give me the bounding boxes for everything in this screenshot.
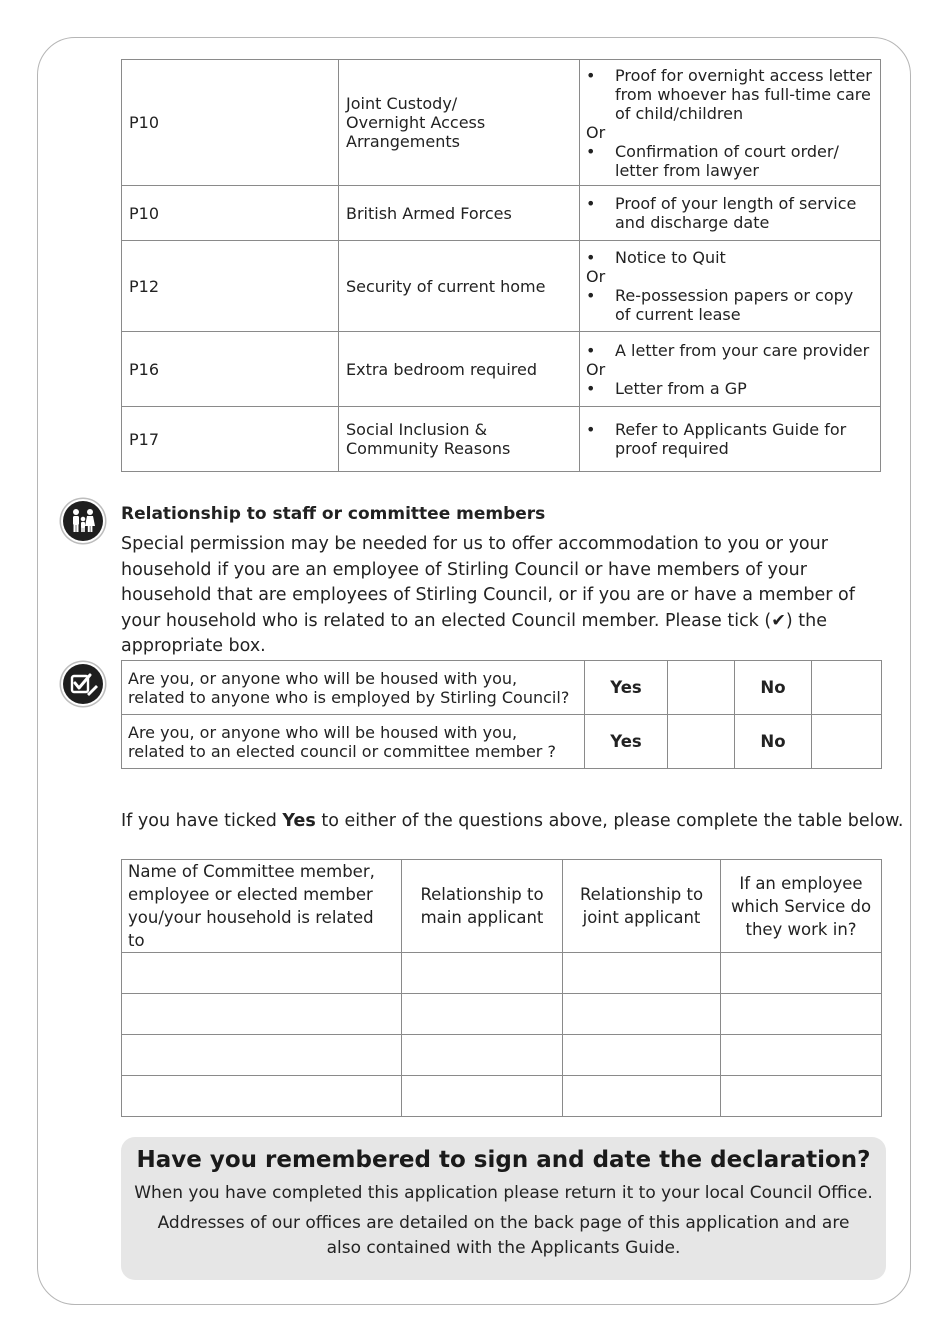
joint-relationship-field[interactable] — [563, 994, 721, 1035]
table-row — [122, 953, 882, 994]
priority-reason: Social Inclusion & Community Reasons — [339, 407, 580, 472]
table-row — [122, 1035, 882, 1076]
question-text: Are you, or anyone who will be housed with you, related to an elected council or committee member ? — [122, 715, 585, 769]
yes-label: Yes — [585, 661, 668, 715]
proof-item: Proof of your length of service and discharge date — [615, 194, 857, 232]
proof-item: Refer to Applicants Guide for proof required — [615, 420, 847, 458]
declaration-reminder — [121, 1137, 886, 1280]
joint-relationship-field[interactable] — [563, 1076, 721, 1117]
joint-relationship-field[interactable] — [563, 953, 721, 994]
table-row — [122, 1076, 882, 1117]
table-row — [122, 332, 881, 407]
yes-checkbox[interactable] — [668, 715, 735, 769]
priority-code: P17 — [122, 407, 339, 472]
priority-code: P12 — [122, 241, 339, 332]
yes-label: Yes — [585, 715, 668, 769]
priority-reason: Security of current home — [339, 241, 580, 332]
list-item: • Re-possession papers or copy of current lease — [586, 286, 872, 324]
if-yes-instruction — [121, 811, 903, 831]
list-item: • Letter from a GP — [586, 378, 747, 398]
no-label: No — [735, 715, 812, 769]
family-icon — [63, 501, 103, 541]
table-row — [122, 241, 881, 332]
main-relationship-field[interactable] — [402, 994, 563, 1035]
table-row — [122, 715, 882, 769]
no-checkbox[interactable] — [812, 661, 882, 715]
service-field[interactable] — [721, 953, 882, 994]
yes-checkbox[interactable] — [668, 661, 735, 715]
list-item: • Proof for overnight access letter from whoever has full-time care of child/children — [586, 65, 872, 123]
reminder-line-1: When you have completed this application please return it to your local Council Office. — [134, 1183, 873, 1203]
name-field[interactable] — [122, 1035, 402, 1076]
priority-code: P16 — [122, 332, 339, 407]
related-members-table — [121, 859, 882, 1117]
column-header-main-applicant: Relationship to main applicant — [402, 860, 563, 953]
column-header-service: If an employee which Service do they work in? — [721, 860, 882, 953]
instruction-emphasis: Yes — [282, 811, 316, 831]
priority-code: P10 — [122, 186, 339, 241]
proof-item: Proof for overnight access letter from whoever has full-time care of child/children — [615, 65, 872, 123]
proof-required — [580, 407, 881, 472]
proof-item: Letter from a GP — [615, 378, 747, 398]
reminder-title: Have you remembered to sign and date the declaration? — [136, 1147, 871, 1173]
relationship-description: Special permission may be needed for us to offer accommodation to you or your household if you are an employee of Stirling Council or have members of your household that are employees of Stirling Council, or if you are or have a member of your household who is related to an elected Council member. Please tick (✔) the appropriate box. — [121, 534, 855, 656]
main-relationship-field[interactable] — [402, 1035, 563, 1076]
table-row — [122, 60, 881, 186]
proof-item: Re-possession papers or copy of current lease — [615, 286, 854, 324]
table-row — [122, 407, 881, 472]
table-row — [122, 661, 882, 715]
main-relationship-field[interactable] — [402, 1076, 563, 1117]
checkbox-tick-icon — [63, 664, 103, 704]
instruction-text: If you have ticked — [121, 811, 283, 831]
or-separator: Or — [586, 359, 606, 379]
table-row — [122, 186, 881, 241]
name-field[interactable] — [122, 953, 402, 994]
proof-required — [580, 186, 881, 241]
instruction-text: to either of the questions above, please complete the table below. — [315, 811, 904, 831]
service-field[interactable] — [721, 994, 882, 1035]
reminder-line-2: Addresses of our offices are detailed on the back page of this application and are also contained with the Applicants Guide. — [157, 1213, 850, 1258]
priority-reason: British Armed Forces — [339, 186, 580, 241]
proof-item: Confirmation of court order/ letter from lawyer — [615, 141, 839, 180]
list-item: • Notice to Quit — [586, 248, 726, 267]
evidence-table — [121, 59, 881, 472]
proof-required — [580, 241, 881, 332]
joint-relationship-field[interactable] — [563, 1035, 721, 1076]
name-field[interactable] — [122, 994, 402, 1035]
proof-item: A letter from your care provider — [615, 340, 870, 360]
service-field[interactable] — [721, 1035, 882, 1076]
relationship-heading: Relationship to staff or committee members — [121, 504, 546, 524]
column-header-joint-applicant: Relationship to joint applicant — [563, 860, 721, 953]
service-field[interactable] — [721, 1076, 882, 1117]
proof-required — [580, 332, 881, 407]
list-item: • A letter from your care provider — [586, 340, 870, 360]
main-relationship-field[interactable] — [402, 953, 563, 994]
table-header-row — [122, 860, 882, 953]
name-field[interactable] — [122, 1076, 402, 1117]
no-checkbox[interactable] — [812, 715, 882, 769]
list-item: • Proof of your length of service and discharge date — [586, 194, 872, 232]
priority-reason: Joint Custody/ Overnight Access Arrangements — [339, 60, 580, 186]
relationship-questions-table — [121, 660, 882, 769]
list-item: • Refer to Applicants Guide for proof required — [586, 420, 872, 458]
or-separator: Or — [586, 122, 606, 142]
list-item: • Confirmation of court order/ letter from lawyer — [586, 142, 872, 180]
or-separator: Or — [586, 267, 606, 286]
no-label: No — [735, 661, 812, 715]
proof-required — [580, 60, 881, 186]
proof-item: Notice to Quit — [615, 248, 726, 267]
question-text: Are you, or anyone who will be housed with you, related to anyone who is employed by Stirling Council? — [122, 661, 585, 715]
column-header-name: Name of Committee member, employee or elected member you/your household is related to — [122, 860, 402, 953]
priority-reason: Extra bedroom required — [339, 332, 580, 407]
table-row — [122, 994, 882, 1035]
priority-code: P10 — [122, 60, 339, 186]
